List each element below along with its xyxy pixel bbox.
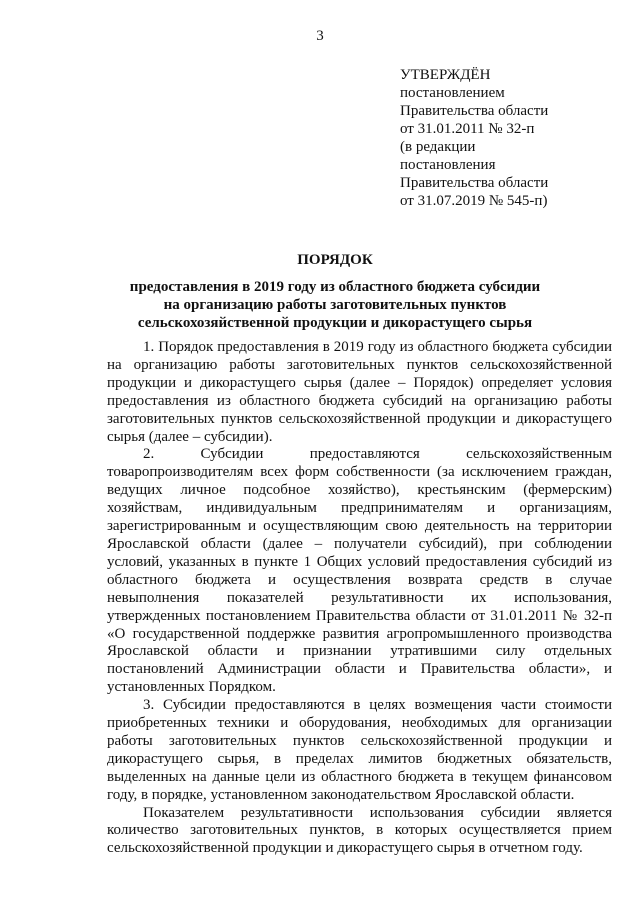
document-body: [107, 339, 612, 858]
title-subtitle-line: сельскохозяйственной продукции и дикорастущего сырья: [137, 315, 533, 331]
approval-stamp: [400, 66, 620, 210]
document-title: [100, 251, 570, 332]
approval-line: от 31.07.2019 № 545-п): [400, 193, 548, 209]
approval-line: постановлением: [400, 85, 505, 101]
approval-line: от 31.01.2011 № 32-п: [400, 121, 535, 137]
title-subtitle-line: на организацию работы заготовительных пунктов: [163, 297, 507, 313]
paragraph-1: 1. Порядок предоставления в 2019 году из областного бюджета субсидии на организацию работы заготовительных пунктов сельскохозяйственной продукции и дикорастущего сырья (далее – Порядок) определяет условия предоставления из областного бюджета субсидий на организацию работы заготовительных пунктов сельскохозяйственной продукции и дикорастущего сырья (далее – субсидии).: [107, 339, 612, 445]
paragraph-3: 3. Субсидии предоставляются в целях возмещения части стоимости приобретенных техники и оборудования, необходимых для организации работы заготовительных пунктов сельскохозяйственной продукции и дикорастущего сырья, в пределах лимитов бюджетных обязательств, выделенных на данные цели из областного бюджета в текущем финансовом году, в порядке, установленном законодательством Ярославской области.: [107, 697, 612, 803]
paragraph-4: Показателем результативности использования субсидии является количество заготовительных пунктов, в которых осуществляется прием сельскохозяйственной продукции и дикорастущего сырья в отчетном году.: [107, 804, 612, 857]
approval-line: (в редакции: [400, 139, 476, 155]
title-subtitle-line: предоставления в 2019 году из областного бюджета субсидии: [129, 279, 541, 295]
title-heading: ПОРЯДОК: [297, 252, 373, 268]
approval-line: УТВЕРЖДЁН: [400, 67, 491, 83]
page-number: 3: [316, 28, 324, 44]
approval-line: Правительства области: [400, 103, 549, 119]
paragraph-2: 2. Субсидии предоставляются сельскохозяйственным товаропроизводителям всех форм собственности (за исключением граждан, ведущих личное подсобное хозяйство), крестьянским (фермерским) хозяйствам, индивидуальным предпринимателям и организациям, зарегистрированным и осуществляющим свою деятельность на территории Ярославской области (далее – получатели субсидий), при соблюдении условий, указанных в пункте 1 Общих условий предоставления субсидий из областного бюджета и осуществления возврата средств в случае невыполнения показателей результативности их использования, утвержденных постановлением Правительства области от 31.01.2011 № 32-п «О государственной поддержке развития агропромышленного производства Ярославской области и признании утратившими силу отдельных постановлений Администрации области и Правительства области», и установленных Порядком.: [107, 446, 612, 696]
approval-line: постановления: [400, 157, 496, 173]
approval-line: Правительства области: [400, 175, 549, 191]
